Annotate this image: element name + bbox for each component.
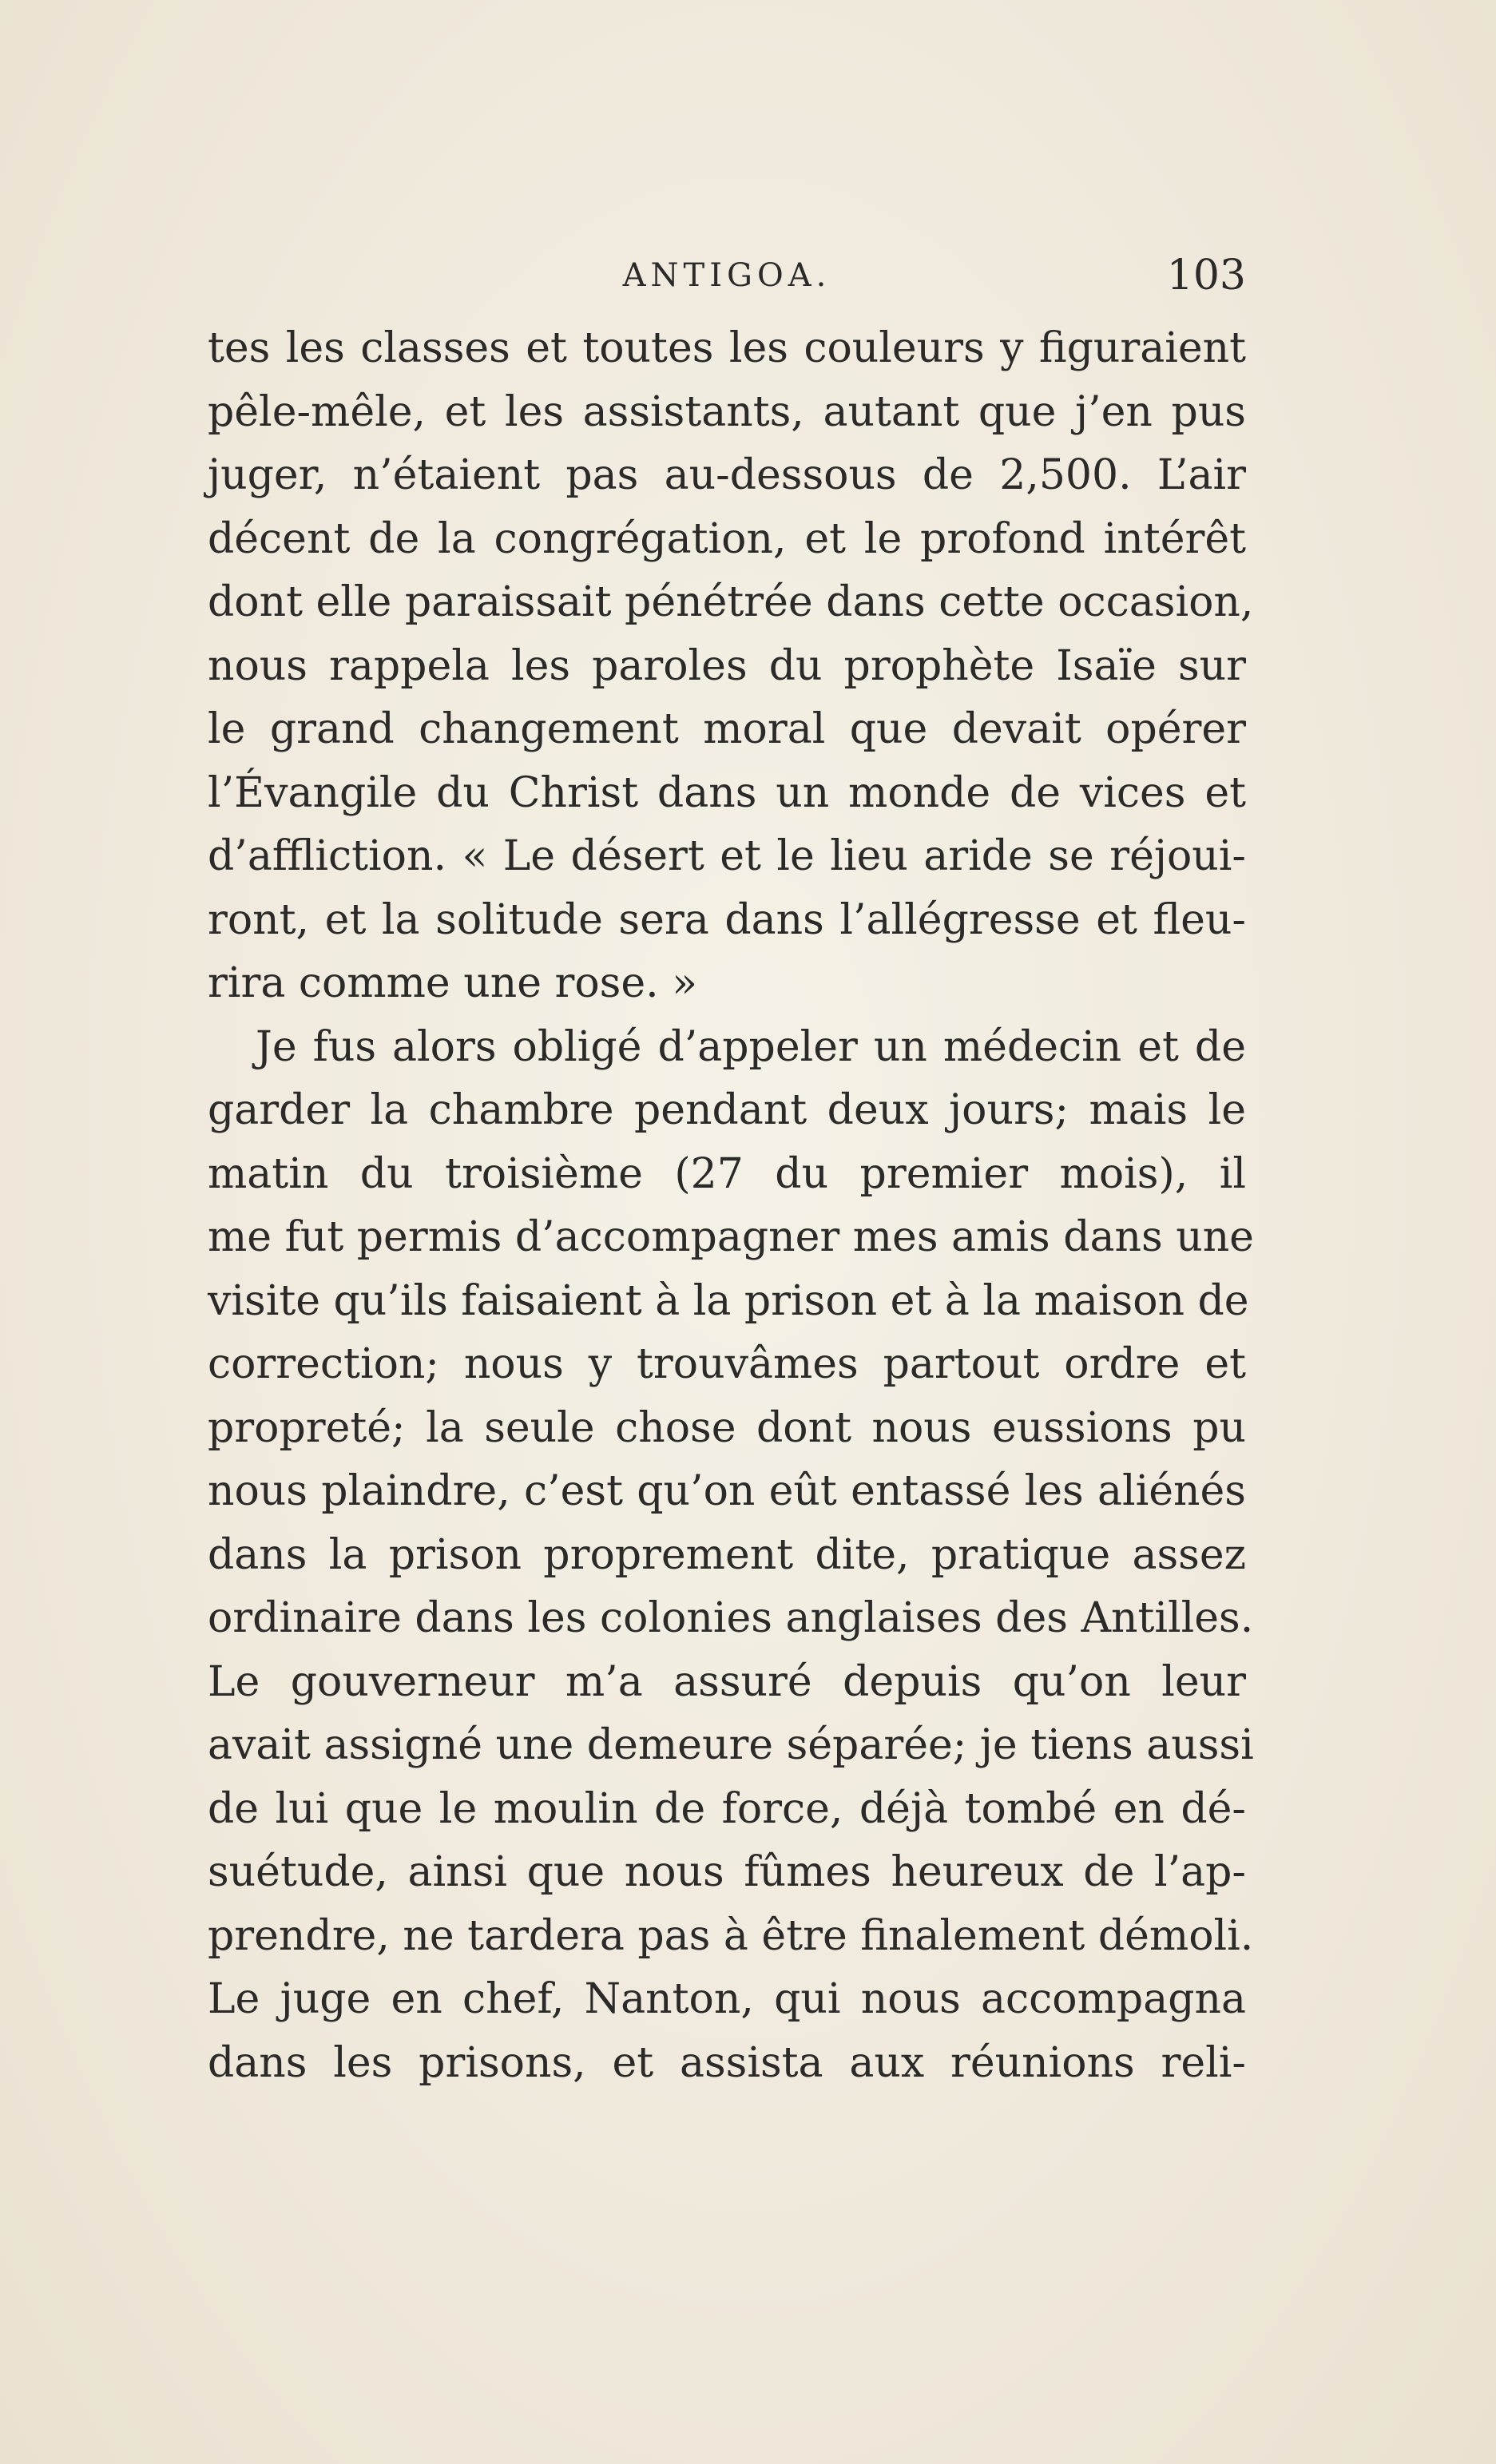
text-line: juger, n’étaient pas au-dessous de 2,500. L’air xyxy=(208,451,1246,499)
text-line: avait assigné une demeure séparée; je tiens aussi xyxy=(208,1721,1254,1769)
text-line: propreté; la seule chose dont nous eussions pu xyxy=(208,1403,1246,1452)
text-line: ordinaire dans les colonies anglaises des Antilles. xyxy=(208,1594,1254,1642)
text-line: le grand changement moral que devait opérer xyxy=(208,705,1246,753)
text-line: prendre, ne tardera pas à être finalement démoli. xyxy=(208,1911,1254,1960)
body-text xyxy=(208,317,1254,2095)
text-line: Le juge en chef, Nanton, qui nous accompagna xyxy=(208,1975,1246,2023)
text-line-paragraph-end: rira comme une rose. » xyxy=(208,959,698,1007)
text-line: d’affliction. « Le désert et le lieu aride se réjoui- xyxy=(208,832,1246,880)
text-line: correction; nous y trouvâmes partout ordre et xyxy=(208,1340,1246,1388)
text-line: pêle-mêle, et les assistants, autant que j’en pus xyxy=(208,387,1246,436)
text-line: dans les prisons, et assista aux réunions reli- xyxy=(208,2038,1246,2087)
running-head xyxy=(208,252,1246,300)
text-line: décent de la congrégation, et le profond intérêt xyxy=(208,514,1246,563)
text-line: garder la chambre pendant deux jours; mais le xyxy=(208,1086,1246,1134)
text-line: matin du troisième (27 du premier mois), il xyxy=(208,1149,1246,1198)
text-line: suétude, ainsi que nous fûmes heureux de l’ap- xyxy=(208,1848,1246,1896)
text-line: Le gouverneur m’a assuré depuis qu’on leur xyxy=(208,1657,1246,1706)
text-line: nous plaindre, c’est qu’on eût entassé les aliénés xyxy=(208,1467,1246,1515)
text-line: l’Évangile du Christ dans un monde de vices et xyxy=(208,768,1246,817)
text-line: de lui que le moulin de force, déjà tombé en dé- xyxy=(208,1784,1246,1833)
page-number: 103 xyxy=(1166,252,1246,300)
text-line: dont elle paraissait pénétrée dans cette occasion, xyxy=(208,578,1254,626)
running-title: ANTIGOA. xyxy=(622,257,831,294)
text-line: visite qu’ils faisaient à la prison et à la maison de xyxy=(208,1276,1249,1325)
text-line: tes les classes et toutes les couleurs y figuraient xyxy=(208,324,1246,372)
text-line: nous rappela les paroles du prophète Isaïe sur xyxy=(208,641,1246,690)
text-line-paragraph-start: Je fus alors obligé d’appeler un médecin et de xyxy=(256,1022,1246,1071)
text-line: ront, et la solitude sera dans l’allégresse et fleu- xyxy=(208,895,1246,944)
text-line: dans la prison proprement dite, pratique assez xyxy=(208,1530,1246,1579)
text-line: me fut permis d’accompagner mes amis dans une xyxy=(208,1213,1254,1261)
